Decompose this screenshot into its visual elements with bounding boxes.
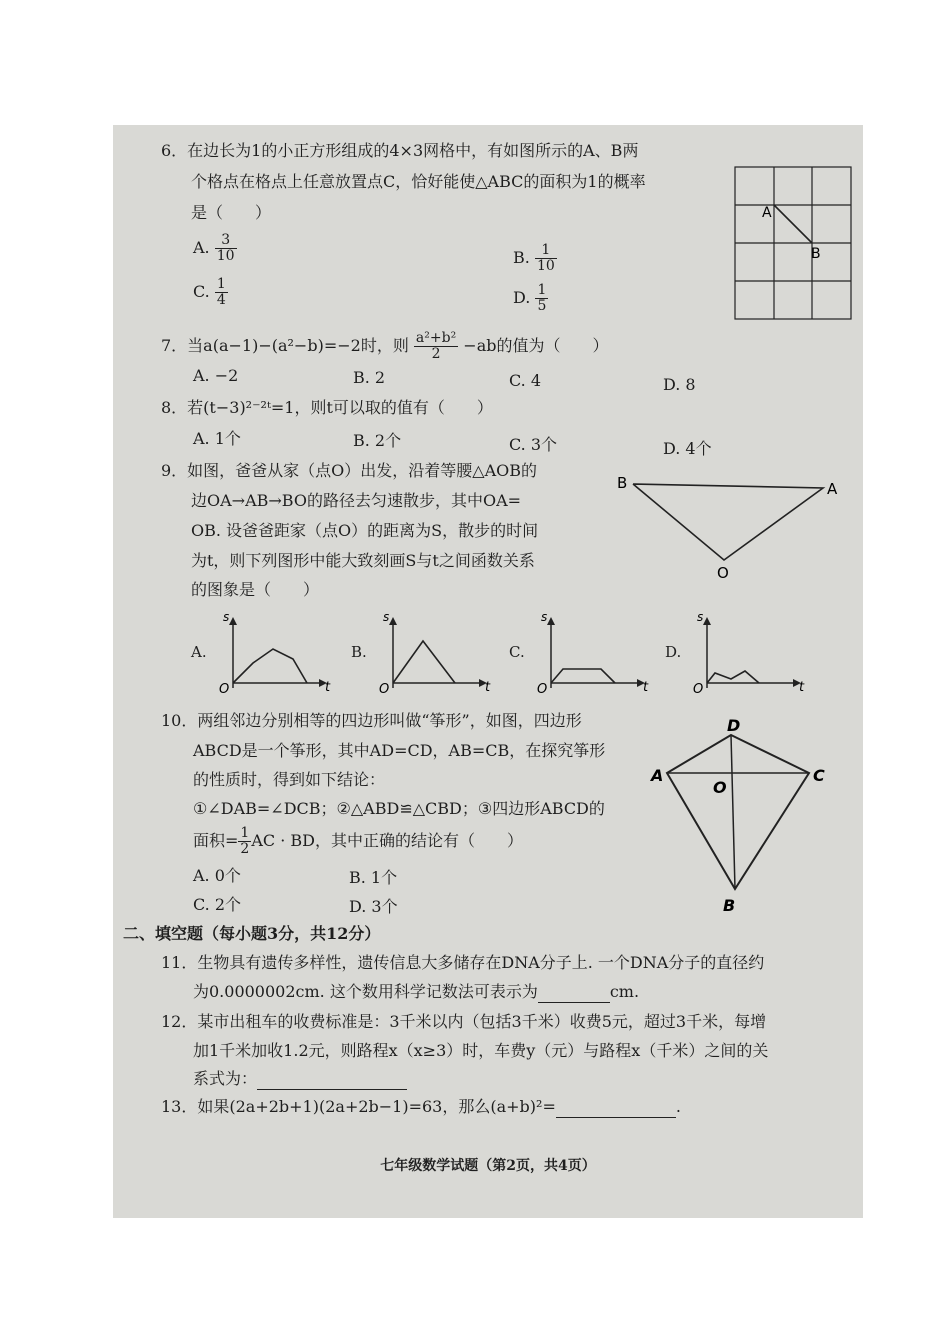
q6-option-a-fraction: $\frac{3}{10}$ <box>216 232 235 264</box>
q11-line2: 为0.0000002cm. 这个数用科学记数法可表示为 cm. <box>193 982 640 1001</box>
distance-time-curve <box>393 641 455 683</box>
q9-option-label: C. <box>509 643 525 661</box>
q9-line2: 边OA→AB→BO的路径去匀速散步，其中OA= <box>191 491 522 510</box>
q8-option-d[interactable]: D. 4个 <box>663 439 712 458</box>
q6-option-c[interactable]: C. $\frac{1}{4}$ <box>193 276 226 308</box>
distance-time-curve <box>233 649 307 683</box>
q6-option-a[interactable]: A. $\frac{3}{10}$ <box>193 232 235 264</box>
q12-line1: 12．某市出租车的收费标准是：3千米以内（包括3千米）收费5元，超过3千米，每增 <box>161 1012 767 1031</box>
q10-half-fraction: $\frac{1}{2}$ <box>240 825 250 857</box>
y-axis-label: s <box>383 613 390 624</box>
q9-option-label: B. <box>351 643 367 661</box>
q9-triangle-figure <box>613 470 848 585</box>
q9-option-label: A. <box>191 643 207 661</box>
q9-graph-a <box>213 613 333 703</box>
q10-point-a-label: A <box>651 766 664 785</box>
q8-option-b[interactable]: B. 2个 <box>353 431 402 450</box>
q9-graph-c <box>531 613 651 703</box>
q9-line4: 为t，则下列图形中能大致刻画S与t之间函数关系 <box>191 551 535 570</box>
q10-line1: 10．两组邻边分别相等的四边形叫做“筝形”，如图，四边形 <box>161 711 582 730</box>
q10-line3: 的性质时，得到如下结论： <box>193 770 386 789</box>
q6-option-d-fraction: $\frac{1}{5}$ <box>537 282 547 314</box>
q7-option-c[interactable]: C. 4 <box>509 371 542 390</box>
q13-answer-blank[interactable] <box>556 1097 676 1118</box>
q9-line3: OB. 设爸爸距家（点O）的距离为S，散步的时间 <box>191 521 539 540</box>
q10-option-a[interactable]: A. 0个 <box>193 866 241 885</box>
q8-stem: 8．若(t−3)²⁻²ᵗ=1，则t可以取的值有（ ） <box>161 398 493 417</box>
q8-option-a[interactable]: A. 1个 <box>193 429 241 448</box>
x-axis-label: t <box>643 680 649 695</box>
q6-option-c-fraction: $\frac{1}{4}$ <box>216 276 226 308</box>
q10-point-b-label: B <box>723 896 736 915</box>
q7-option-a[interactable]: A. −2 <box>193 366 239 385</box>
exam-page <box>113 125 863 1218</box>
q6-line2: 个格点在格点上任意放置点C，恰好能使△ABC的面积为1的概率 <box>191 172 646 191</box>
q10-line4: ①∠DAB=∠DCB；②△ABD≌△CBD；③四边形ABCD的 <box>193 799 605 818</box>
q6-line1: 6．在边长为1的小正方形组成的4×3网格中，有如图所示的A、B两 <box>161 141 639 160</box>
q9-point-o-label: O <box>717 564 729 582</box>
distance-time-curve <box>551 669 615 683</box>
origin-label: O <box>379 682 390 697</box>
q10-line2: ABCD是一个筝形，其中AD=CD，AB=CB，在探究筝形 <box>193 741 606 760</box>
x-axis-label: t <box>799 680 805 695</box>
y-axis-label: s <box>223 613 230 624</box>
q7-stem: 7．当a(a−1)−(a²−b)=−2时，则 $\frac{\text{a²+b²}}{2}$ −ab的值为（ ） <box>161 330 609 362</box>
q9-line5: 的图象是（ ） <box>191 580 320 599</box>
y-axis-label: s <box>541 613 548 624</box>
page-footer: 七年级数学试题（第2页，共4页） <box>380 1158 596 1174</box>
origin-label: O <box>219 682 230 697</box>
q10-option-b[interactable]: B. 1个 <box>349 868 398 887</box>
q6-line3: 是（ ） <box>191 203 272 222</box>
q12-line2: 加1千米加收1.2元，则路程x（x≥3）时，车费y（元）与路程x（千米）之间的关 <box>193 1041 769 1060</box>
q7-option-b[interactable]: B. 2 <box>353 368 386 387</box>
q12-answer-blank[interactable] <box>257 1069 407 1090</box>
origin-label: O <box>537 682 548 697</box>
distance-time-curve <box>707 671 759 683</box>
q6-option-d[interactable]: D. $\frac{1}{5}$ <box>513 282 547 314</box>
origin-label: O <box>693 682 704 697</box>
q9-option-label: D. <box>665 643 682 661</box>
q10-line5: 面积= $\frac{1}{2}$ AC · BD，其中正确的结论有（ ） <box>193 825 523 857</box>
q6-option-b-fraction: $\frac{1}{10}$ <box>536 242 555 274</box>
y-axis-arrow <box>547 617 555 625</box>
q6-option-b[interactable]: B. $\frac{1}{10}$ <box>513 242 555 274</box>
q9-graph-b <box>373 613 493 703</box>
y-axis-arrow <box>389 617 397 625</box>
q10-point-d-label: D <box>727 716 741 735</box>
q8-option-c[interactable]: C. 3个 <box>509 435 558 454</box>
y-axis-arrow <box>703 617 711 625</box>
q10-option-d[interactable]: D. 3个 <box>349 897 398 916</box>
q9-graph-d <box>687 613 807 703</box>
q10-point-c-label: C <box>813 766 825 785</box>
y-axis-arrow <box>229 617 237 625</box>
section-fill-in-title: 二、填空题（每小题3分，共12分） <box>123 924 381 943</box>
q12-line3: 系式为： <box>193 1069 407 1090</box>
q10-point-o-label: O <box>713 778 727 797</box>
q10-kite-figure <box>643 715 843 925</box>
q7-option-d[interactable]: D. 8 <box>663 375 696 394</box>
q6-point-a-label: A <box>762 205 772 221</box>
q7-fraction: $\frac{\text{a²+b²}}{2}$ <box>415 330 457 362</box>
q9-point-a-label: A <box>827 480 838 498</box>
q11-answer-blank[interactable] <box>538 982 610 1003</box>
q10-option-c[interactable]: C. 2个 <box>193 895 242 914</box>
q9-point-b-label: B <box>617 474 628 492</box>
x-axis-label: t <box>485 680 491 695</box>
q11-line1: 11．生物具有遗传多样性，遗传信息大多储存在DNA分子上. 一个DNA分子的直径约 <box>161 953 765 972</box>
q6-grid-figure <box>731 161 861 327</box>
q6-point-b-label: B <box>811 246 821 262</box>
x-axis-label: t <box>325 680 331 695</box>
q9-line1: 9．如图，爸爸从家（点O）出发，沿着等腰△AOB的 <box>161 461 538 480</box>
q13-stem: 13．如果(2a+2b+1)(2a+2b−1)=63，那么(a+b)²= . <box>161 1097 681 1116</box>
y-axis-label: s <box>697 613 704 624</box>
